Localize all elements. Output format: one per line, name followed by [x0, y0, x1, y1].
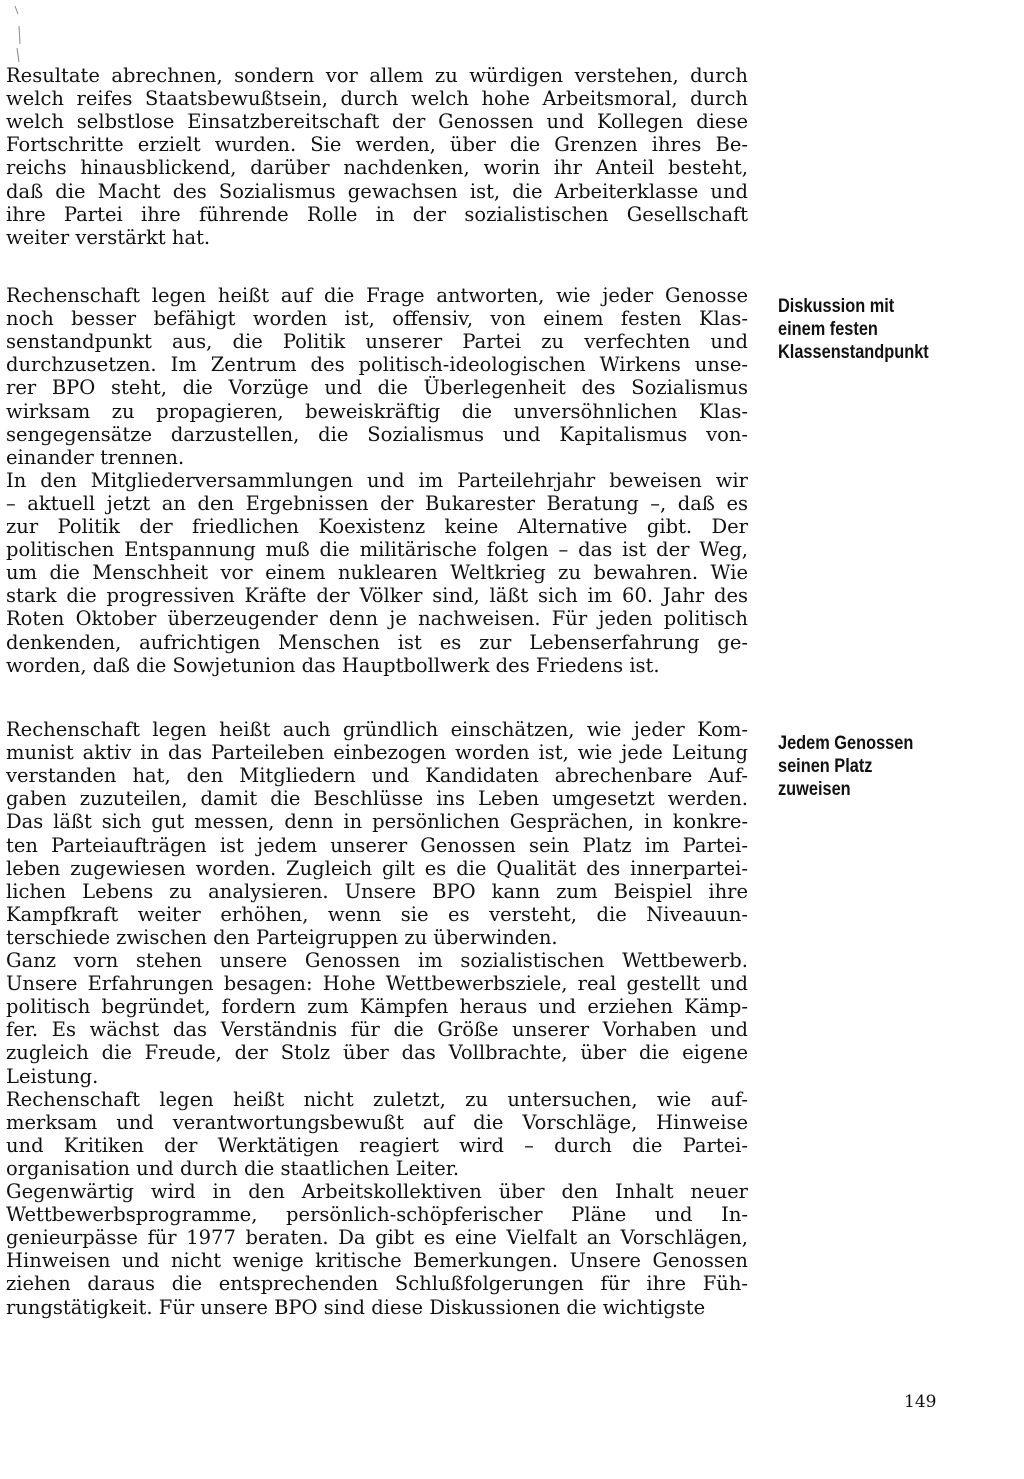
- margin-note-line: zuweisen: [778, 779, 851, 800]
- text-line: noch besser befähigt worden ist, offensiv, von einem festen Klas-: [6, 307, 748, 331]
- text-line: senstandpunkt aus, die Politik unserer Partei zu verfechten und: [6, 330, 748, 354]
- text-line: rer BPO steht, die Vorzüge und die Überlegenheit des Sozialismus: [6, 376, 748, 400]
- text-line: durchzusetzen. Im Zentrum des politisch-ideologischen Wirkens unse-: [6, 353, 748, 377]
- text-line: lichen Lebens zu analysieren. Unsere BPO kann zum Beispiel ihre: [6, 879, 748, 903]
- text-line: Leistung.: [6, 1064, 99, 1088]
- margin-note-place: [778, 732, 950, 801]
- margin-note-line: Jedem Genossen: [778, 733, 914, 754]
- text-line: worden, daß die Sowjetunion das Hauptbollwerk des Friedens ist.: [6, 653, 660, 677]
- text-line: Unsere Erfahrungen besagen: Hohe Wettbewerbsziele, real gestellt und: [6, 972, 748, 996]
- margin-note-line: Klassenstandpunkt: [778, 342, 929, 363]
- text-line: genieurpässe für 1977 beraten. Da gibt es eine Vielfalt an Vorschlägen,: [6, 1226, 748, 1250]
- text-line: Fortschritte erzielt wurden. Sie werden, über die Grenzen ihres Be-: [6, 133, 748, 157]
- margin-note-line: Diskussion mit: [778, 296, 895, 317]
- text-line: weiter verstärkt hat.: [6, 225, 211, 249]
- margin-note-line: seinen Platz: [778, 756, 873, 777]
- text-line: fer. Es wächst das Verständnis für die Größe unserer Vorhaben und: [6, 1018, 748, 1042]
- text-line: ziehen daraus die entsprechenden Schlußfolgerungen für ihre Füh-: [6, 1272, 748, 1296]
- text-line: politisch begründet, fordern zum Kämpfen heraus und erziehen Kämp-: [6, 995, 748, 1019]
- text-line: zugleich die Freude, der Stolz über das Vollbrachte, über die eigene: [6, 1041, 748, 1065]
- margin-pencil-mark: [14, 4, 22, 64]
- text-line: sengegensätze darzustellen, die Sozialismus und Kapitalismus von-: [6, 422, 748, 446]
- text-line: terschiede zwischen den Parteigruppen zu überwinden.: [6, 925, 558, 949]
- text-line: – aktuell jetzt an den Ergebnissen der Bukarester Beratung –, daß es: [6, 491, 748, 515]
- text-line: politischen Entspannung muß die militärische folgen – das ist der Weg,: [6, 538, 748, 562]
- text-line: Rechenschaft legen heißt nicht zuletzt, zu untersuchen, wie auf-: [6, 1087, 748, 1111]
- text-line: verstanden hat, den Mitgliedern und Kandidaten abrechenbare Auf-: [6, 764, 748, 788]
- margin-note-line: einem festen: [778, 319, 878, 340]
- text-line: Kampfkraft weiter erhöhen, wenn sie es versteht, die Niveauun-: [6, 902, 748, 926]
- text-line: leben zugewiesen worden. Zugleich gilt es die Qualität des innerpartei-: [6, 856, 748, 880]
- text-line: stark die progressiven Kräfte der Völker sind, läßt sich im 60. Jahr des: [6, 584, 748, 608]
- page-number: 149: [904, 1392, 937, 1412]
- text-line: ten Parteiaufträgen ist jedem unserer Genossen sein Platz im Partei-: [6, 833, 748, 857]
- text-line: reichs hinausblickend, darüber nachdenken, worin ihr Anteil besteht,: [6, 156, 748, 180]
- text-line: wirksam zu propagieren, beweiskräftig die unversöhnlichen Klas-: [6, 399, 748, 423]
- text-line: Resultate abrechnen, sondern vor allem zu würdigen verstehen, durch: [6, 64, 748, 87]
- text-line: um die Menschheit vor einem nuklearen Weltkrieg zu bewahren. Wie: [6, 561, 748, 585]
- text-line: merksam und verantwortungsbewußt auf die Vorschläge, Hinweise: [6, 1110, 748, 1134]
- text-line: welch reifes Staatsbewußtsein, durch welch hohe Arbeitsmoral, durch: [6, 87, 748, 111]
- text-line: denkenden, aufrichtigen Menschen ist es zur Lebenserfahrung ge-: [6, 630, 748, 654]
- text-line: zur Politik der friedlichen Koexistenz keine Alternative gibt. Der: [6, 515, 748, 538]
- text-line: Gegenwärtig wird in den Arbeitskollektiven über den Inhalt neuer: [6, 1180, 748, 1203]
- text-line: einander trennen.: [6, 445, 185, 469]
- text-line: munist aktiv in das Parteileben einbezogen worden ist, wie jede Leitung: [6, 741, 748, 765]
- text-line: In den Mitgliederversammlungen und im Parteilehrjahr beweisen wir: [6, 468, 748, 492]
- text-line: Wettbewerbsprogramme, persönlich-schöpferischer Pläne und In-: [6, 1203, 748, 1227]
- text-line: Ganz vorn stehen unsere Genossen im sozialistischen Wettbewerb.: [6, 949, 748, 972]
- text-line: Das läßt sich gut messen, denn in persönlichen Gesprächen, in konkre-: [6, 810, 748, 834]
- text-line: welch selbstlose Einsatzbereitschaft der Genossen und Kollegen diese: [6, 110, 748, 134]
- text-line: Roten Oktober überzeugender denn je nachweisen. Für jeden politisch: [6, 607, 748, 631]
- margin-note-discussion: [778, 295, 950, 364]
- text-line: Rechenschaft legen heißt auf die Frage antworten, wie jeder Genosse: [6, 284, 748, 307]
- text-line: gaben zuzuteilen, damit die Beschlüsse ins Leben umgesetzt werden.: [6, 787, 748, 811]
- text-line: rungstätigkeit. Für unsere BPO sind diese Diskussionen die wichtigste: [6, 1295, 706, 1319]
- text-line: Rechenschaft legen heißt auch gründlich einschätzen, wie jeder Kom-: [6, 718, 748, 741]
- text-line: daß die Macht des Sozialismus gewachsen ist, die Arbeiterklasse und: [6, 179, 748, 203]
- text-line: ihre Partei ihre führende Rolle in der sozialistischen Gesellschaft: [6, 202, 748, 226]
- text-line: organisation und durch die staatlichen Leiter.: [6, 1156, 460, 1180]
- text-line: und Kritiken der Werktätigen reagiert wird – durch die Partei-: [6, 1133, 748, 1157]
- text-line: Hinweisen und nicht wenige kritische Bemerkungen. Unsere Genossen: [6, 1249, 748, 1273]
